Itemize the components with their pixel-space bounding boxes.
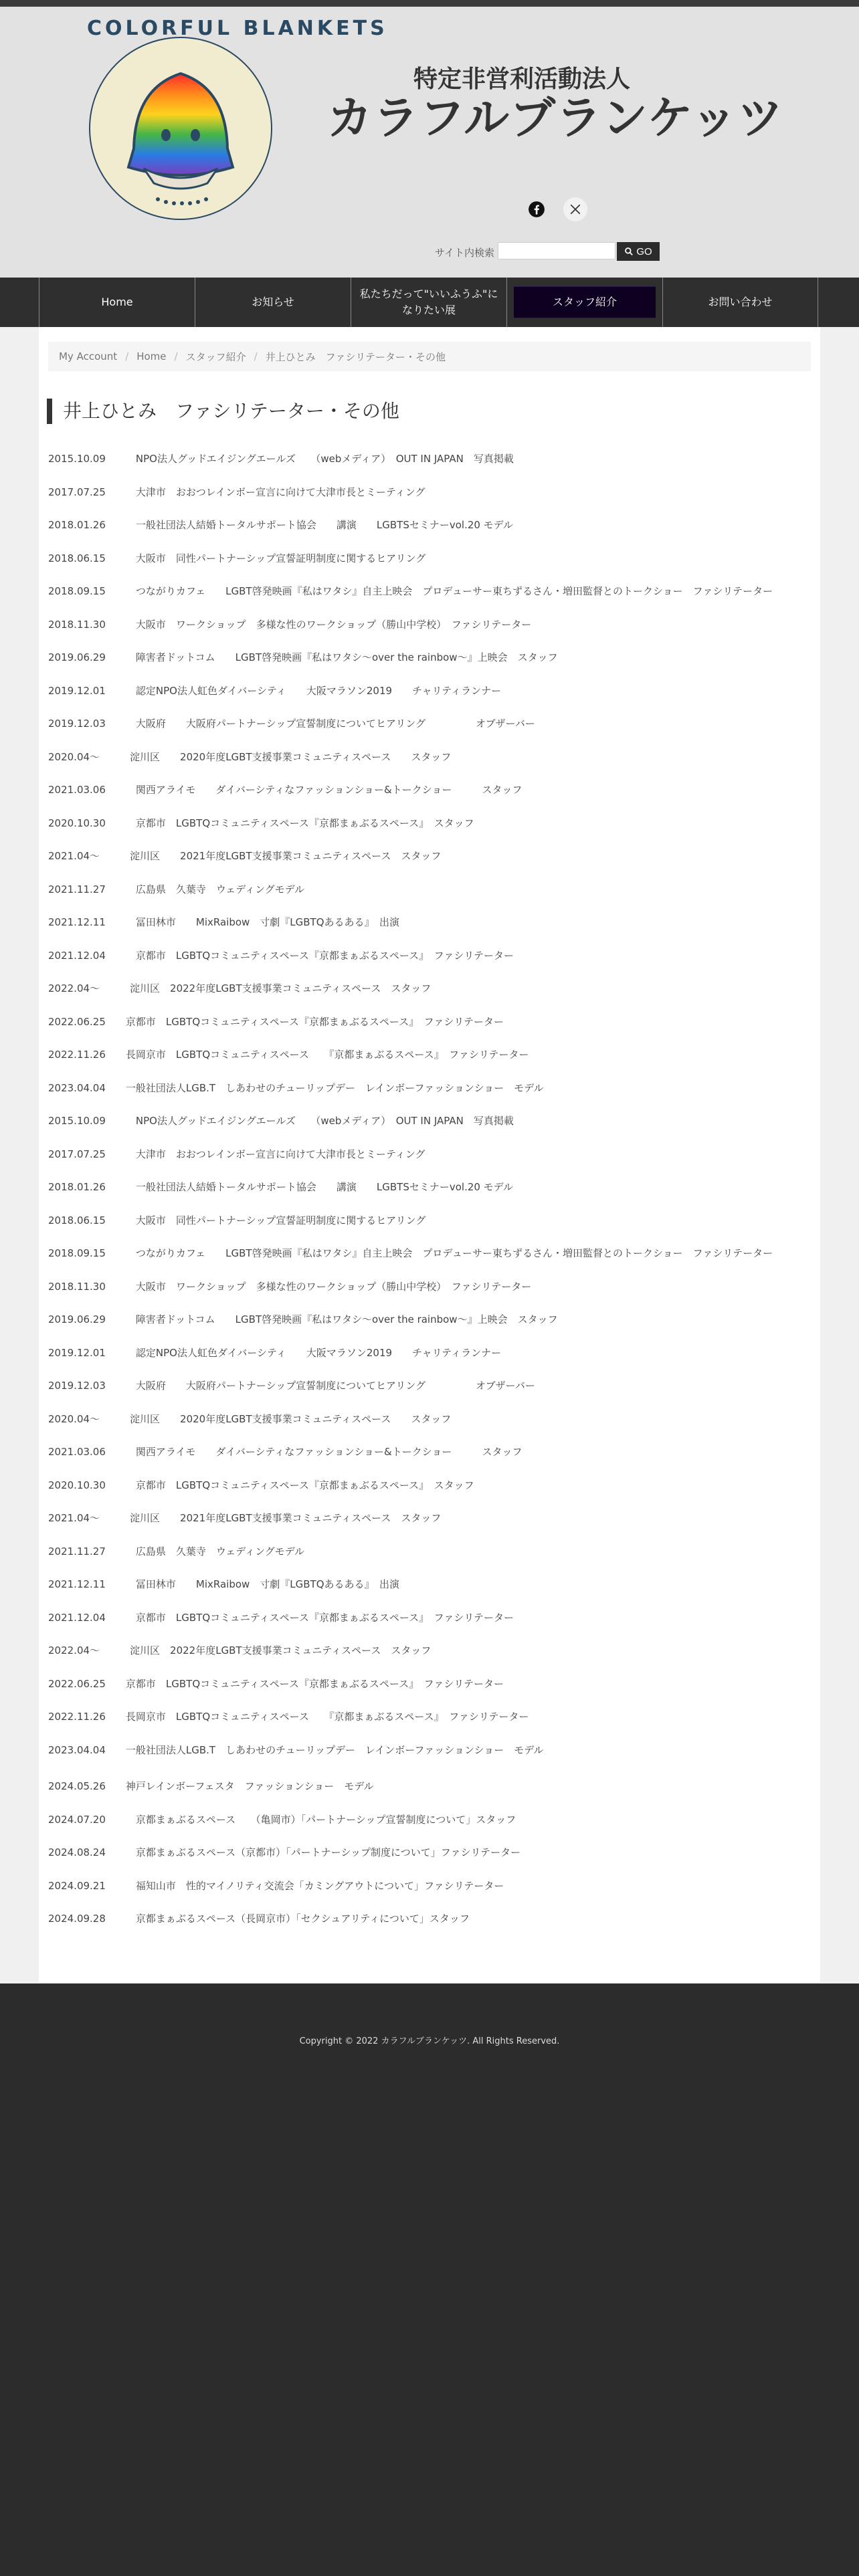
nav-item-exhibition[interactable] bbox=[351, 278, 506, 327]
search-button[interactable] bbox=[617, 242, 660, 261]
list-item: 2021.11.27 広島県 久葉寺 ウェディングモデル bbox=[48, 883, 305, 895]
list-item: 2019.12.01 認定NPO法人虹色ダイバーシティ 大阪マラソン2019 チャリティランナー bbox=[48, 1346, 502, 1359]
nav-active-highlight bbox=[514, 286, 656, 318]
list-item: 2022.11.26 長岡京市 LGBTQコミュニティスペース 『京都まぁぶるスペース』 ファシリテーター bbox=[48, 1049, 529, 1061]
list-item: 2021.04〜 淀川区 2021年度LGBT支援事業コミュニティスペース スタッフ bbox=[48, 850, 442, 862]
list-item: 2019.06.29 障害者ドットコム LGBT啓発映画『私はワタシ〜over the rainbow〜』上映会 スタッフ bbox=[48, 1313, 558, 1325]
list-item: 2024.08.24 京都まぁぶるスペース（京都市）「パートナーシップ制度について」ファシリテーター bbox=[48, 1846, 521, 1858]
nav-label: お問い合わせ bbox=[708, 296, 773, 308]
list-item: 2020.10.30 京都市 LGBTQコミュニティスペース『京都まぁぶるスペース』 スタッフ bbox=[48, 817, 474, 829]
x-icon bbox=[569, 203, 581, 215]
list-item: 2022.11.26 長岡京市 LGBTQコミュニティスペース 『京都まぁぶるスペース』 ファシリテーター bbox=[48, 1711, 529, 1723]
breadcrumb bbox=[48, 342, 811, 371]
list-item: 2019.06.29 障害者ドットコム LGBT啓発映画『私はワタシ〜over the rainbow〜』上映会 スタッフ bbox=[48, 651, 558, 663]
list-item: 2017.07.25 大津市 おおつレインボー宣言に向けて大津市長とミーティング bbox=[48, 486, 425, 498]
list-item: 2018.09.15 つながりカフェ LGBT啓発映画『私はワタシ』自主上映会 プロデューサー東ちずるさん・増田監督とのトークショー ファシリテーター bbox=[48, 585, 773, 597]
list-item: 2019.12.01 認定NPO法人虹色ダイバーシティ 大阪マラソン2019 チャリティランナー bbox=[48, 684, 502, 697]
page-title: 井上ひとみ ファシリテーター・その他 bbox=[47, 399, 399, 424]
list-item: 2024.09.28 京都まぁぶるスペース（長岡京市）「セクシュアリティについて」スタッフ bbox=[48, 1913, 470, 1925]
nav-item-home[interactable] bbox=[39, 278, 195, 327]
list-item: 2022.06.25 京都市 LGBTQコミュニティスペース『京都まぁぶるスペース』 ファシリテーター bbox=[48, 1677, 504, 1690]
search-input[interactable] bbox=[498, 242, 615, 259]
list-item: 2024.07.20 京都まぁぶるスペース （亀岡市）「パートナーシップ宣誓制度について」スタッフ bbox=[48, 1813, 516, 1826]
list-item: 2021.12.04 京都市 LGBTQコミュニティスペース『京都まぁぶるスペース』 ファシリテーター bbox=[48, 949, 514, 962]
search-button-label: GO bbox=[636, 245, 652, 257]
facebook-icon bbox=[528, 201, 545, 218]
list-item: 2018.11.30 大阪市 ワークショップ 多様な性のワークショップ（勝山中学校） ファシリテーター bbox=[48, 1280, 532, 1293]
list-item: 2020.10.30 京都市 LGBTQコミュニティスペース『京都まぁぶるスペース』 スタッフ bbox=[48, 1479, 474, 1491]
breadcrumb-home[interactable]: Home bbox=[136, 350, 167, 362]
site-logo[interactable] bbox=[87, 17, 388, 225]
list-item: 2024.05.26 神戸レインボーフェスタ ファッションショー モデル bbox=[48, 1780, 374, 1792]
breadcrumb-my-account[interactable]: My Account bbox=[59, 350, 118, 362]
org-name[interactable]: カラフルブランケッツ bbox=[326, 92, 784, 145]
list-item: 2018.06.15 大阪市 同性パートナーシップ宣誓証明制度に関するヒアリング bbox=[48, 1214, 426, 1226]
nav-label: 私たちだって"いいふうふ"になりたい展 bbox=[359, 288, 498, 316]
list-item: 2018.01.26 一般社団法人結婚トータルサポート協会 講演 LGBTSセミナーvol.20 モデル bbox=[48, 519, 513, 531]
list-item: 2021.04〜 淀川区 2021年度LGBT支援事業コミュニティスペース スタッフ bbox=[48, 1512, 442, 1524]
site-header bbox=[0, 7, 859, 278]
breadcrumb-separator: / bbox=[174, 350, 178, 362]
list-item: 2020.04〜 淀川区 2020年度LGBT支援事業コミュニティスペース スタッフ bbox=[48, 1412, 452, 1425]
list-item: 2018.01.26 一般社団法人結婚トータルサポート協会 講演 LGBTSセミナーvol.20 モデル bbox=[48, 1181, 513, 1193]
nav-label: スタッフ紹介 bbox=[552, 296, 617, 308]
list-item: 2018.06.15 大阪市 同性パートナーシップ宣誓証明制度に関するヒアリング bbox=[48, 552, 426, 564]
list-item: 2019.12.03 大阪府 大阪府パートナーシップ宣誓制度についてヒアリング オブザーバー bbox=[48, 718, 535, 730]
copyright-text: Copyright © 2022 カラフルブランケッツ. All Rights Reserved. bbox=[299, 2036, 560, 2046]
breadcrumb-separator: / bbox=[254, 350, 258, 362]
facebook-link[interactable] bbox=[524, 197, 549, 221]
list-item: 2021.11.27 広島県 久葉寺 ウェディングモデル bbox=[48, 1545, 305, 1558]
main-content bbox=[39, 327, 820, 1982]
search-label: サイト内検索 bbox=[435, 247, 494, 259]
list-item: 2022.04〜 淀川区 2022年度LGBT支援事業コミュニティスペース スタッフ bbox=[48, 1644, 432, 1656]
site-footer bbox=[0, 1983, 859, 2576]
nav-label: Home bbox=[101, 296, 133, 308]
list-item: 2022.04〜 淀川区 2022年度LGBT支援事業コミュニティスペース スタッフ bbox=[48, 982, 432, 994]
list-item: 2015.10.09 NPO法人グッドエイジングエールズ （webメディア） OUT IN JAPAN 写真掲載 bbox=[48, 1115, 514, 1127]
org-type: 特定非営利活動法人 bbox=[413, 66, 630, 93]
list-item: 2018.11.30 大阪市 ワークショップ 多様な性のワークショップ（勝山中学校） ファシリテーター bbox=[48, 618, 532, 631]
list-item: 2017.07.25 大津市 おおつレインボー宣言に向けて大津市長とミーティング bbox=[48, 1148, 425, 1160]
search-icon bbox=[624, 247, 634, 256]
list-item: 2021.12.04 京都市 LGBTQコミュニティスペース『京都まぁぶるスペース』 ファシリテーター bbox=[48, 1611, 514, 1624]
list-item: 2021.12.11 冨田林市 MixRaibow 寸劇『LGBTQあるある』 出演 bbox=[48, 916, 400, 928]
list-item: 2019.12.03 大阪府 大阪府パートナーシップ宣誓制度についてヒアリング オブザーバー bbox=[48, 1380, 535, 1392]
list-item: 2020.04〜 淀川区 2020年度LGBT支援事業コミュニティスペース スタッフ bbox=[48, 750, 452, 763]
top-bar bbox=[0, 0, 859, 7]
breadcrumb-current: 井上ひとみ ファシリテーター・その他 bbox=[265, 350, 446, 363]
list-item: 2021.03.06 関西アライモ ダイバーシティなファッションショー&トークショー スタッフ bbox=[48, 1446, 522, 1458]
nav-item-news[interactable] bbox=[195, 278, 351, 327]
nav-label: お知らせ bbox=[252, 296, 294, 308]
x-link[interactable] bbox=[563, 197, 587, 221]
list-item: 2022.06.25 京都市 LGBTQコミュニティスペース『京都まぁぶるスペース』 ファシリテーター bbox=[48, 1015, 504, 1028]
nav-item-staff[interactable] bbox=[506, 278, 662, 327]
list-item: 2023.04.04 一般社団法人LGB.T しあわせのチューリップデー レインボーファッションショー モデル bbox=[48, 1743, 544, 1756]
nav-item-contact[interactable] bbox=[662, 278, 818, 327]
list-item: 2023.04.04 一般社団法人LGB.T しあわせのチューリップデー レインボーファッションショー モデル bbox=[48, 1081, 544, 1094]
list-item: 2018.09.15 つながりカフェ LGBT啓発映画『私はワタシ』自主上映会 プロデューサー東ちずるさん・増田監督とのトークショー ファシリテーター bbox=[48, 1247, 773, 1259]
breadcrumb-staff[interactable]: スタッフ紹介 bbox=[185, 350, 246, 363]
list-item: 2015.10.09 NPO法人グッドエイジングエールズ （webメディア） OUT IN JAPAN 写真掲載 bbox=[48, 453, 514, 465]
list-item: 2024.09.21 福知山市 性的マイノリティ交流会「カミングアウトについて」ファシリテーター bbox=[48, 1879, 504, 1892]
logo-text: COLORFUL BLANKETS bbox=[87, 17, 388, 40]
breadcrumb-separator: / bbox=[125, 350, 129, 362]
list-item: 2021.12.11 冨田林市 MixRaibow 寸劇『LGBTQあるある』 出演 bbox=[48, 1578, 400, 1590]
list-item: 2021.03.06 関西アライモ ダイバーシティなファッションショー&トークショー スタッフ bbox=[48, 784, 522, 796]
main-nav bbox=[0, 278, 859, 327]
